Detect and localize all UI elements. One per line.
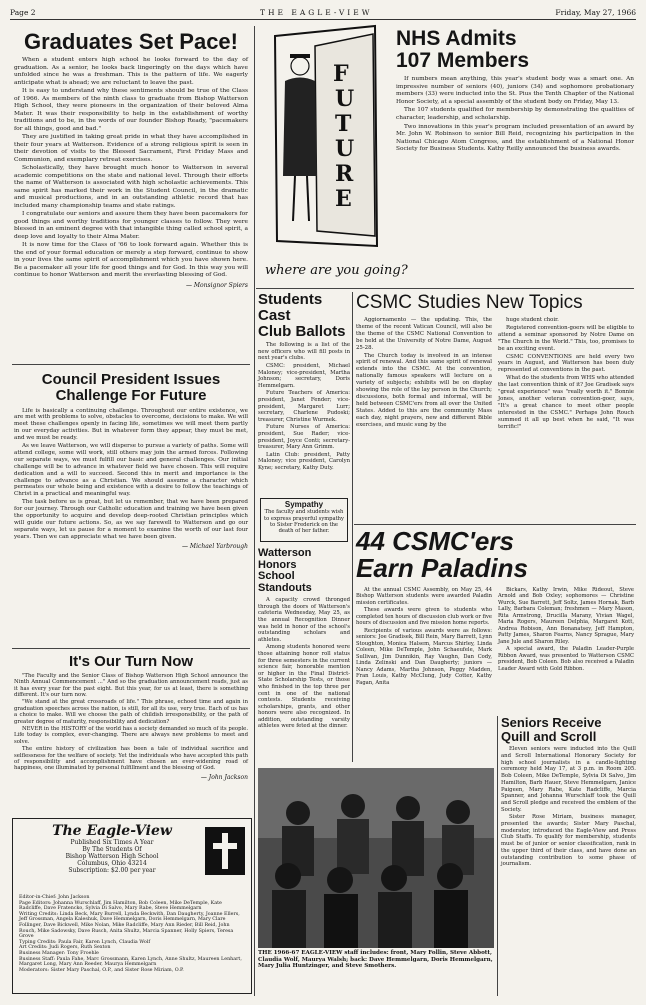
masthead <box>10 6 636 20</box>
nhs-paragraph: Two innovations in this year's program included presentation of an award by Mr. John W. Robinson to senior Bill Reid, recognizing his participation in the National Chicago Atom Congress, and the establishment of a National Honor Society for Business Students. Kathy Reilly announced the business awards. <box>396 123 634 153</box>
graduates-byline: — Monsignor Spiers <box>186 281 248 289</box>
future-letter: U <box>335 86 355 112</box>
paladins-paragraph: These awards were given to students who completed ten hours of discussion club work or five hours of discussion and five mission home reports. <box>356 607 492 627</box>
turn-paragraph: "We stand at the great crossroads of life." This phrase, echoed time and again in graduation speeches across the nation, is still, for all its use, very true. Each of us has a choice to make. Will we choose the path of childish irresponsibility, or the path of greater degree of maturity, responsibility and dedication? <box>14 699 248 725</box>
paladins-columns <box>356 587 636 688</box>
quill-paragraph: Eleven seniors were inducted into the Quill and Scroll International Honorary Society for high school journalists in a candle-lighting ceremony held May 17, at 3 p.m. in Room 205. Bob Coleen, Mike DeTemple, Sylvia Di Salvo, Jim Hamilton, Barb Hauer, Steve Hemmelgarn, Janice Paigeen, Mary Rabe, Kate Radcliffe, Marcia Spanner, and Johanna Wurschlaff took the Quill and Scroll pledge and received the emblem of the Society. <box>501 746 636 813</box>
masthead-box-title: The Eagle-View <box>52 823 172 839</box>
turn-body <box>14 673 248 772</box>
sympathy-text: The faculty and students wish to express prayerful sympathy to Sister Frederick on the death of her father. <box>264 509 344 534</box>
ballots-body <box>258 342 350 471</box>
masthead-box-line: By The Students Of <box>82 846 142 853</box>
quill-body <box>501 746 636 868</box>
turn-byline: — John Jackson <box>200 773 248 781</box>
council-headline-2: Challenge For Future <box>55 386 207 404</box>
future-letter: R <box>335 161 354 187</box>
graduates-paragraph: It is easy to understand why these sentiments should be true of the Class of 1966. As members of the ninth class to graduate from Bishop Watterson High School, they were pioneers in the organization of their beloved Alma Mater. It was their responsibility to help in the establishment of worthy traditions and to be, in the words of our founder Bishop Ready, "pacemakers for all things, good and bad." <box>14 88 248 132</box>
paladins-article <box>356 528 636 714</box>
paladins-paragraph: Bickars, Kathy Irwin, Mike Rideout, Steve Arnold and Bob Oxley; sophomores — Christine Wurck, Sue Barrett, Jeff Soltz, James Hornak, Barb Lally, Barbara Coleman; freshmen — Mary Mason, Rita Armstrong, Drucilla Marany, Vivian Wagel, Maria Rogers, Maureen Delphia, Margaret Kott, Andrea Robison, Ann Bonanatsey, Jeff Hampton, Patty James, Sharon Fearns, Nancy Sprague, Mary Jane Jule and Sharon Riley. <box>498 586 634 645</box>
paladins-col-2 <box>498 587 634 688</box>
ballots-paragraph: Future Teachers of America: president, Janet Fender; vice-president, Margaret Lurr; secretary, Charlene Pudoski; treasurer, Christine Wurmek. <box>258 390 350 423</box>
honors-paragraph: A capacity crowd thronged through the doors of Watterson's cafeteria Wednesday, May 25, as the annual Recognition Dinner was held in honor of the school's outstanding scholars and athletes. <box>258 597 350 643</box>
ballots-article <box>258 292 350 492</box>
page-number: Page 2 <box>10 8 36 17</box>
honors-headline-2: School Standouts <box>258 570 312 594</box>
council-body <box>14 408 248 541</box>
graduates-body <box>14 57 248 280</box>
paladins-paragraph: At the annual CSMC Assembly, on May 25, 44 Bishop Watterson students were awarded Paladin mission certificates. <box>356 586 492 606</box>
staff-line: Art Credits: Judi Rogers, Ruth Sexton <box>19 945 111 951</box>
honors-headline-1: Watterson Honors <box>258 547 312 571</box>
csmc-article <box>356 292 636 522</box>
staff-line: Typing Credits: Paula Fair, Karen Lynch, Claudia Wolf <box>19 939 151 945</box>
csmc-paragraph: huge student choir. <box>506 317 559 323</box>
turn-paragraph: NEVER in the HISTORY of the world has a society demanded so much of its people. Life today is complex, ever-changing. There are always new problems to meet and solve. <box>14 726 248 745</box>
future-letter: F <box>333 61 349 87</box>
nhs-headline-1: NHS Admits <box>396 27 517 50</box>
staff-line: Editor-in-Chief: John Jackson <box>19 895 90 900</box>
school-crest-icon <box>205 827 245 875</box>
quill-paragraph: Sister Rose Miriam, business manager, presented the awards; Sister Mary Paschal, moderator, introduced the Eagle-View and Press Club Staffs. To qualify for membership, students must be of junior or senior classification, rank in the upper third of their class, and have done an outstanding contribution to some phase of journalism. <box>501 814 636 868</box>
graduates-article <box>14 30 248 358</box>
council-paragraph: The task before us is great, but let us remember, that we have been prepared for our journey. Through our Catholic education and training we have been given the opportunity to acquire and develop deep-rooted Christian principles which will guide our future actions. So, as we say farewell to Watterson and go our separate ways, let us pause for a moment to examine the worth of our last four years. Then we can appreciate what we have been given. <box>14 499 248 540</box>
turn-paragraph: The entire history of civilization has been a tale of individual sacrifice and selflessness for the welfare of society. Yet the individuals who have accepted this path of responsibility and accomplishment have chosen an ever-widening road of happiness, one illuminated by personal fulfillment and the blessing of God. <box>14 746 248 772</box>
future-letter: E <box>335 186 352 212</box>
graduates-paragraph: They are justified in taking great pride in what they have accomplished in their four years at Watterson. Evidence of a strong religious spirit is seen in their devotion of visits to the Blessed Sacrament, First Friday Mass and Communion, and exemplary retreat exercises. <box>14 134 248 163</box>
turn-article <box>14 654 248 814</box>
nhs-headline-2: 107 Members <box>396 49 530 73</box>
photo-caption: THE 1966-67 EAGLE-VIEW staff includes: front, Mary Follin, Steve Abbott, Claudia Wolf, Maurya Walsh; back: Dave Hemmelgarn, Doris Hemmelgarn, Mary Julia Huntzinger, and Steve Smothers. <box>258 950 493 969</box>
ballots-headline-1: Students Cast <box>258 291 323 324</box>
graduates-paragraph: Scholastically, they have brought much honor to Watterson in several academic competitions on the state and national level. Through their efforts the name of Watterson is associated with high scholastic achievements. This same spirit has marked their work in the Student Council, in the dramatic and musical productions, and in an outstanding athletic record that has included many championship teams and state ratings. <box>14 165 248 209</box>
paladins-col-1 <box>356 587 492 688</box>
csmc-paragraph: Registered convention-goers will be eligible to attend a seminar sponsored by Notre Dame on "The Church in the World." This, too, promises to be an exciting event. <box>498 324 634 352</box>
council-paragraph: As we leave Watterson, we will disperse to pursue a variety of paths. Some will attend college, some will work, still others may join the armed forces. Following our separate ways, we must fulfill our basic and general challenges. Our initial challenge will be to advance in whatever field we have chosen. This will require dedication and a will to succeed. Second this in merit and importance is the challenge to advance as a Christian. We should assume a character which permeates our whole being and existence with a desire to follow the teachings of Christ in a practical and meaningful way. <box>14 443 248 498</box>
council-headline-1: Council President Issues <box>41 371 221 388</box>
csmc-col-1 <box>356 317 492 432</box>
masthead-box-line: Bishop Watterson High School <box>65 853 159 860</box>
future-letter: U <box>335 136 355 162</box>
nhs-article <box>396 28 634 286</box>
staff-line: Writing Credits: Linda Beck, Mary Burrell, Lynda Beckwith, Dan Daugherty, Joanne Ellers, Jeff Grossman, Angela Kaleshuk, Dave Hemmelgarn, Doris Hemmelgarn, Mary Clare Follinger, Dave Bickwell, Mike Nolan, Mike Radcliffe, Mary Ann Rieder, Bill Reid, John Rouch, Mike Sadowsky, Dave Rusch, Anita Shultz, Marcia Spanner, Holly Spiers, Teresa Grove <box>19 911 240 940</box>
cartoon-caption: where are you going? <box>265 263 408 278</box>
divider <box>354 524 636 525</box>
masthead-box-line: Columbus, Ohio 43214 <box>77 860 147 867</box>
quill-headline-2: Quill and Scroll <box>501 728 597 744</box>
masthead-box-header <box>19 823 205 874</box>
csmc-col-2 <box>498 317 634 432</box>
staff-list <box>19 895 245 973</box>
graduates-headline: Graduates Set Pace! <box>24 29 238 54</box>
column-rule <box>352 292 353 762</box>
graduates-paragraph: I congratulate our seniors and assure them they have been pacemakers for good things and worthy traditions for younger classes to follow. They were blessed in an eminent degree with that intangible thing called school spirit, a deep love and loyalty to their Alma Mater. <box>14 211 248 240</box>
honors-article <box>258 548 350 762</box>
issue-date: Friday, May 27, 1966 <box>555 8 636 17</box>
honors-body <box>258 597 350 730</box>
ballots-paragraph: Latin Club: president, Patty Maloney; vice president, Carolyn Kyne; secretary, Kathy Duty. <box>258 451 350 471</box>
staff-line: Business Staff: Paula Fahe, Marc Grossmann, Karen Lynch, Anne Shultz, Maureen Lenhart, Margaret Long, Mary Ann Reeder, Maurya Hemmelgarn <box>19 956 242 968</box>
nhs-body <box>396 76 634 154</box>
graduates-paragraph: When a student enters high school he looks forward to the day of graduation. As a senior, he looks back lingeringly on the days which have unfolded since he was a freshman. This is the pattern of life. We eagerly anticipate what is ahead; we are reluctant to leave the past. <box>14 57 248 86</box>
turn-paragraph: "The Faculty and the Senior Class of Bishop Watterson High School announce the Ninth Annual Commencement ..." And so the graduation announcement reads, just as it has every year for the past eight. But this year, for us at least, there is something different. It's our turn now. <box>14 672 248 698</box>
quill-article <box>501 716 636 996</box>
sympathy-headline: Sympathy <box>284 500 324 509</box>
column-rule <box>497 716 498 996</box>
divider <box>256 288 634 289</box>
divider <box>12 648 250 649</box>
paladins-paragraph: Recipients of various awards were as follows: seniors: Joe Gradisek, Bill Rein, Mary Barrett, Lynn Stoughton, Monica Halsem, Marcus Shirley, Linda Coleen, Mike DeTemple, John Schaeufele, Mark Sullivan, Jim Dunnikin, Ray Vaughn, Dan Cody, Linda Zelinski and Dan Daugherty; juniors — Nancy Adams, Martha Johnson, Peggy Madden, Fran Louis, Kathy McClung, Judy Cotter, Kathy Fagan, Anita <box>356 627 492 686</box>
csmc-columns <box>356 317 636 432</box>
nhs-paragraph: The 107 students qualified for membership by demonstrating the qualities of character, leadership, and scholarship. <box>396 107 634 122</box>
staff-line: Moderators: Sister Mary Paschal, O.P., and Sister Rose Miriam, O.P. <box>19 967 184 973</box>
ballots-paragraph: CSMC: president, Michael Maloney; vice-president, Martha Johnson; secretary, Doris Hemmelgarn. <box>258 363 350 389</box>
council-article <box>14 372 248 642</box>
sympathy-box <box>260 498 348 542</box>
council-byline: — Michael Yarbrough <box>182 542 248 550</box>
csmc-headline: CSMC Studies New Topics <box>356 292 583 313</box>
paladins-headline-2: Earn Paladins <box>356 553 528 584</box>
staff-line: Business Manager: Tony Froehle <box>19 950 99 956</box>
paper-name: THE EAGLE-VIEW <box>260 8 373 17</box>
quill-headline-1: Seniors Receive <box>501 715 602 730</box>
ballots-headline-2: Club Ballots <box>258 322 346 340</box>
masthead-box <box>12 818 252 994</box>
masthead-box-line: Published Six Times A Year <box>70 839 154 846</box>
council-paragraph: Life is basically a continuing challenge. Throughout our entire existence, we are met with problems to solve, obstacles to overcome, decisions to make. We will meet these challenges openly in facing life, sometimes we will meet them partly in our everyday activities. But in whatever form they appear, they must be met, and we must be ready. <box>14 407 248 442</box>
graduate-door-illustration <box>255 26 408 286</box>
staff-line: Page Editors: Johanna Wurschlaff, Jim Hamilton, Bob Coleen, Mike DeTemple, Kate Radcliffe, Dave Fratencko, Sylvia Di Salvo, Mary Rabe, Steve Hemmelgarn <box>19 900 222 912</box>
future-cartoon <box>255 26 408 286</box>
ballots-paragraph: The following is a list of the new officers who will fill posts in next year's clubs. <box>258 342 350 362</box>
masthead-box-line: Subscription: $2.00 per year <box>68 867 156 874</box>
graduates-paragraph: It is now time for the Class of '66 to look forward again. Whether this is the end of your formal education or merely a step forward, continue to show in your lives the same spirit of accomplishment which you have shown here. Be a pacemaker all your life for good things and for God. In this way you will continue to honor Watterson and merit the everlasting blessing of God. <box>14 242 248 279</box>
csmc-paragraph: The Church today is involved in an intense spirit of renewal. And this same spirit of renewal extends into the CSMC. At the convention, nationally famous speakers will lecture on a variety of subjects; exhibits will be on display showing the role of the lay person in the Church; discussions, both formal and informal, will be held between CSMC'ers from all over the United States. Added to this are the community Mass each day, night prayers, new and different Bible exercises, and music sung by the <box>356 352 492 428</box>
divider <box>12 364 250 365</box>
honors-paragraph: Among students honored were those attaining honor roll status for three semesters in the current science fair, honorable mention or higher in the Final District-State Scholarship Tests, or those who finished in the top three per cent in one of the national contests. Students receiving scholarships, grants, and other honors were also recognized. In addition, outstanding varsity athletes were feted at the dinner. <box>258 644 350 730</box>
paladins-headline-1: 44 CSMC'ers <box>356 526 514 556</box>
csmc-paragraph: Aggiornamento — the updating. This, the theme of the recent Vatican Council, will also be the theme of the CSMC National Convention to be held at the University of Notre Dame, August 25-28. <box>356 317 492 351</box>
csmc-paragraph: CSMC CONVENTIONS are held every two years in August, and Watterson has been duly represented at conventions in the past. <box>498 353 634 374</box>
ballots-paragraph: Future Nurses of America: president, Sue Rader; vice-president, Joyce Conti; secretary-treasurer, Mary Ann Grimm. <box>258 424 350 451</box>
future-letter: T <box>335 111 352 137</box>
csmc-paragraph: What do the students from WHS who attended the last convention think of it? Joe Gradisek says "great experience" was "really worth it." Bonnie Jones, another veteran convention-goer, says, "It's a great chance to meet other people interested in the CSMC." Perhaps John Rouch summed it all up best when he said, "It was terrific!" <box>498 375 634 430</box>
paladins-paragraph: A special award, the Paladin Leader-Purple Ribbon Award, was presented to Watterson CSMC president, Bob Coleen. Bob also received a Paladin Leader Award with Gold Ribbon. <box>498 646 634 672</box>
nhs-paragraph: If numbers mean anything, this year's student body was a smart one. An impressive number of seniors (40), juniors (34) and sophomore probationary members (33) were inducted into the St. Pius the Tenth Chapter of the National Honor Society, at a special assembly of the student body on Friday, May 13. <box>396 76 634 105</box>
turn-headline: It's Our Turn Now <box>68 653 194 670</box>
staff-photo <box>258 768 494 948</box>
